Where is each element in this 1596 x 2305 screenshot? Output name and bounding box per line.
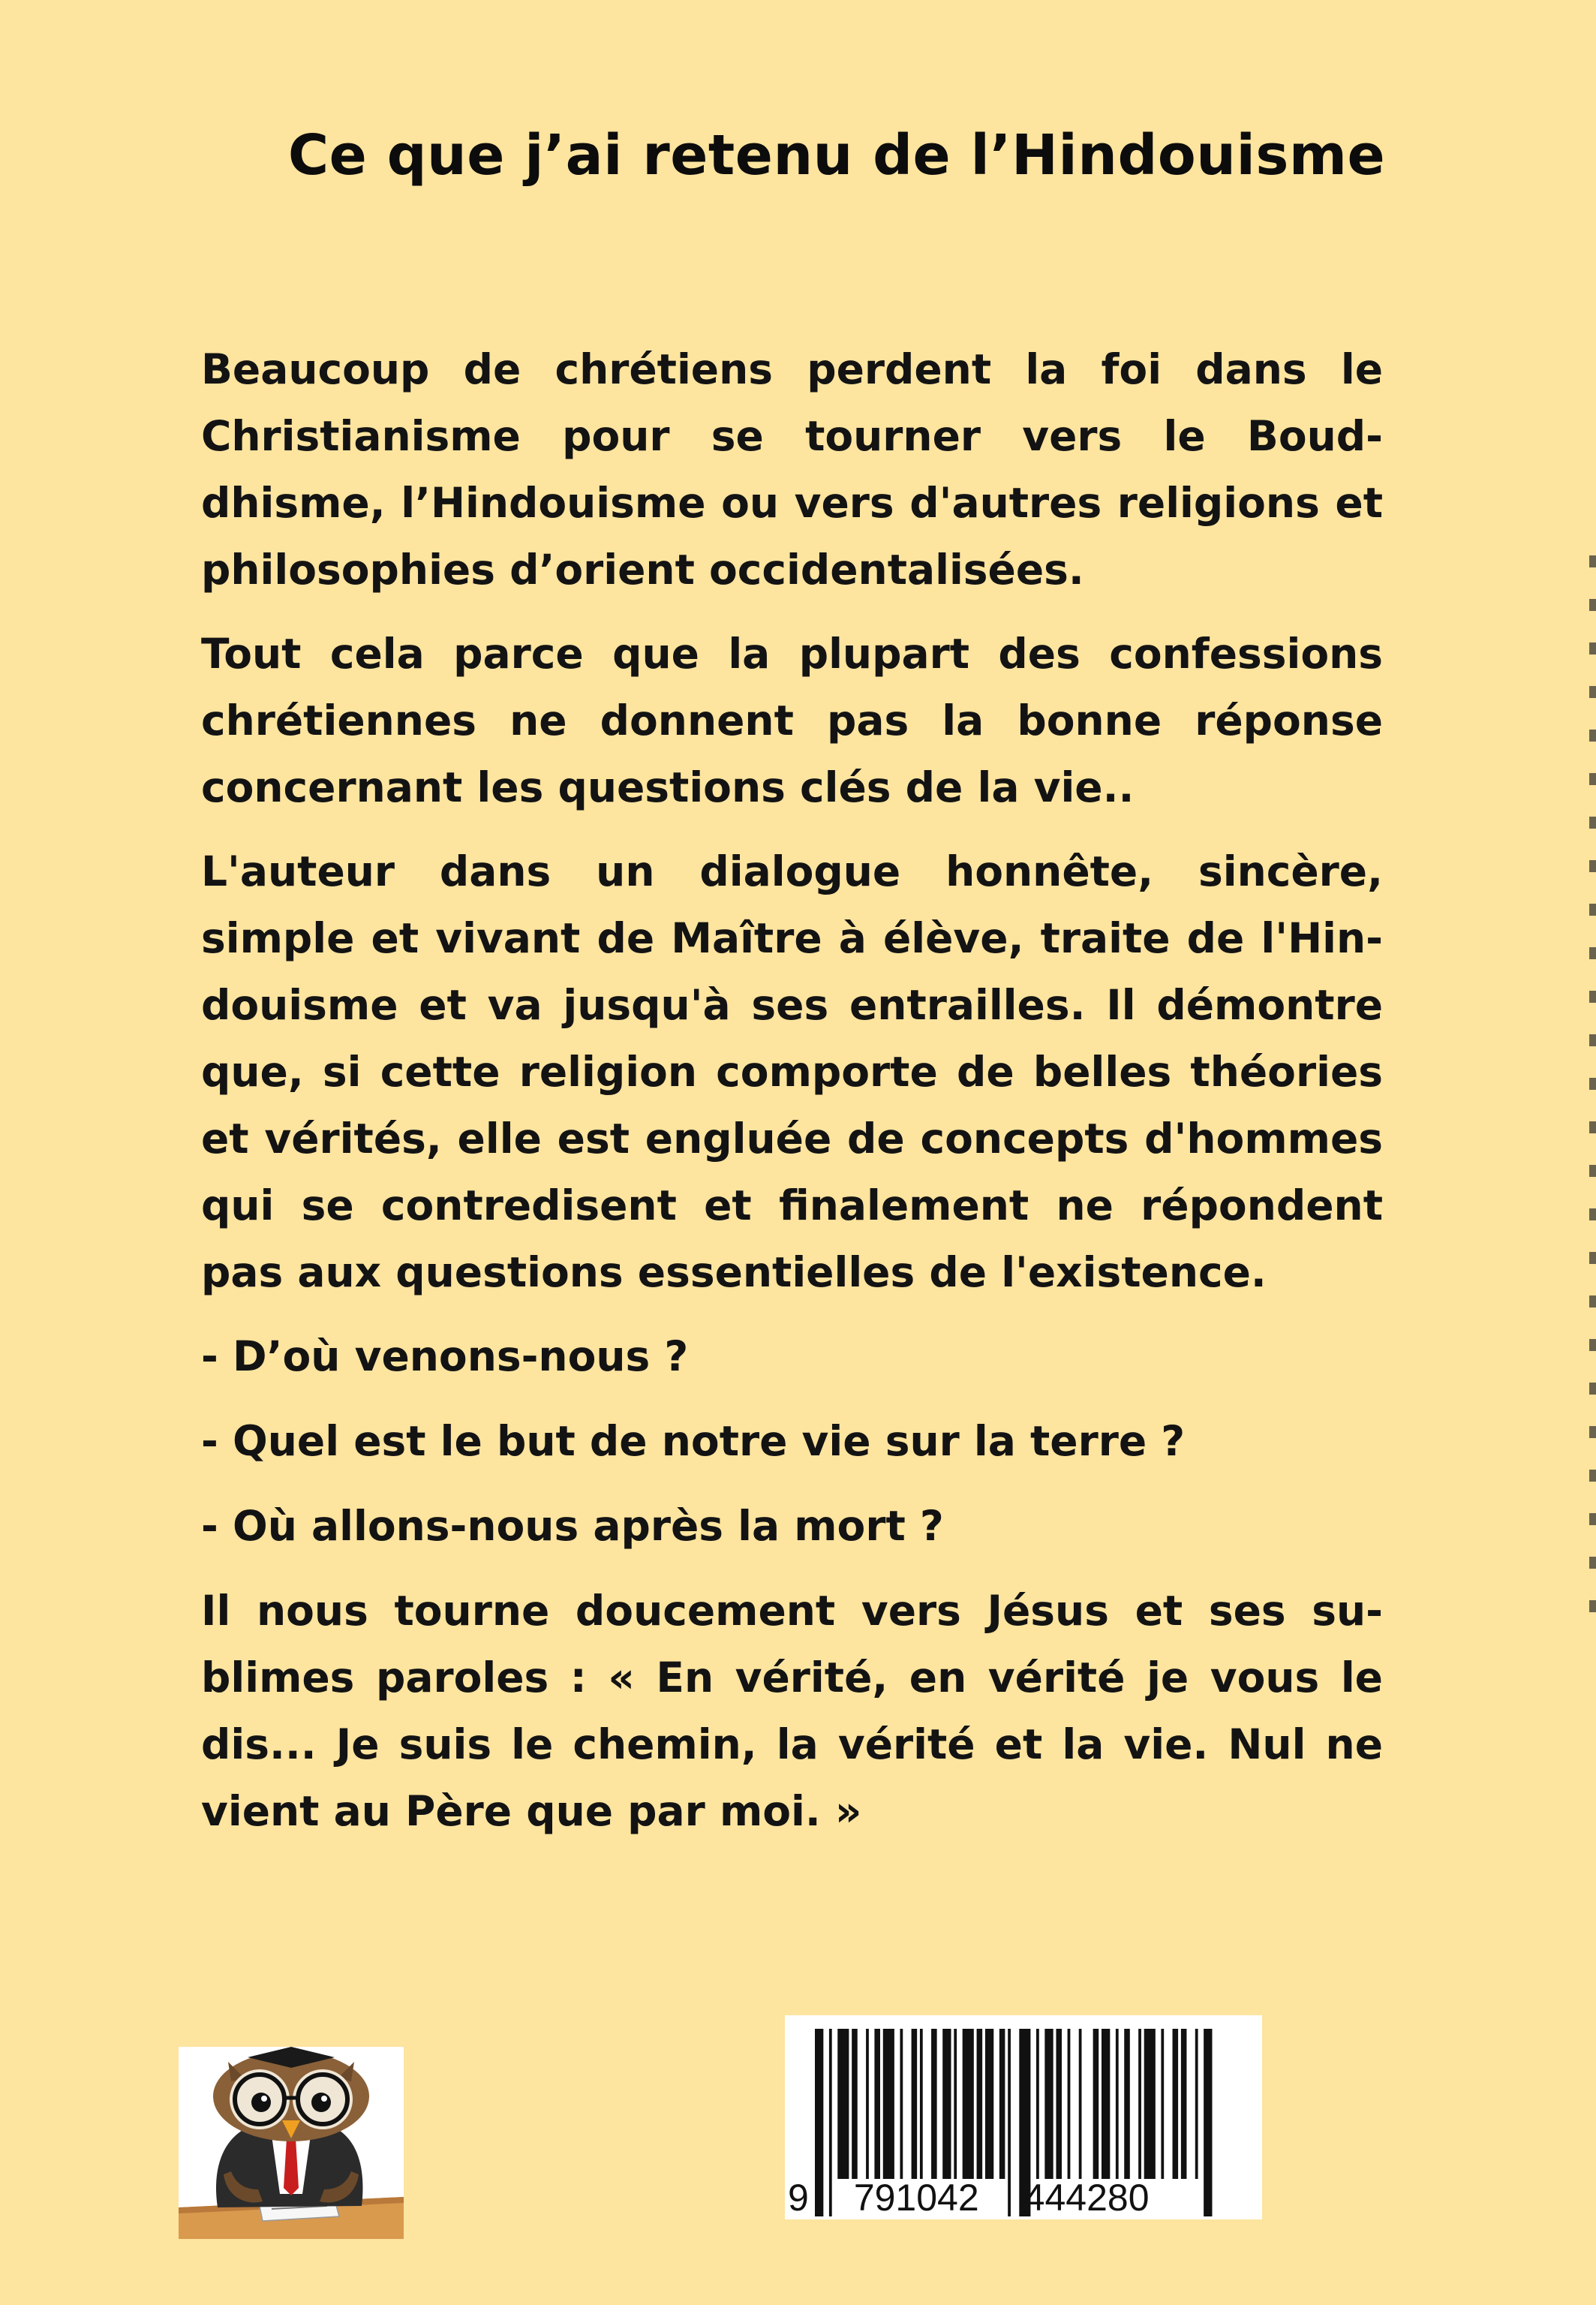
barcode-bar — [837, 2029, 849, 2179]
blurb-paragraph-2: Tout cela parce que la plupart des confessions chrétiennes ne donnent pas la bonne réponse concernant les questions clés de la vie.. — [201, 630, 1383, 811]
barcode-bar — [1068, 2029, 1071, 2179]
barcode-bar — [866, 2029, 869, 2179]
barcode-bar — [852, 2029, 858, 2179]
blurb-closing: Il nous tourne doucement vers Jésus et ses sublimes paroles : « En vérité, en vérité je vous le dis... Je suis le chemin, la vérité et la vie. Nul ne vient au Père que par moi. » — [201, 1587, 1383, 1835]
question-purpose: - Quel est le but de notre vie sur la terre ? — [201, 1417, 1186, 1465]
page-title: Ce que j’ai retenu de l’Hindouisme — [287, 123, 1386, 188]
barcode-bar — [1124, 2029, 1130, 2179]
barcode-bar — [1195, 2029, 1198, 2179]
barcode-bar — [1116, 2029, 1119, 2179]
barcode-bar — [1102, 2029, 1110, 2179]
barcode-bar — [977, 2029, 983, 2179]
barcode-bar — [954, 2029, 957, 2179]
barcode-bar — [942, 2029, 951, 2179]
question-afterlife: - Où allons-nous après la mort ? — [201, 1502, 944, 1550]
barcode-digits-left-group: 791042 — [853, 2177, 979, 2219]
barcode-bar — [1079, 2029, 1082, 2179]
blurb-paragraph-1: Beaucoup de chrétiens perdent la foi dans le Christianisme pour se tourner vers le Bouddhisme, l’Hindouisme ou vers d'autres religions et philosophies d’orient occidentalisées. — [201, 345, 1383, 594]
barcode-bar — [1144, 2029, 1156, 2179]
barcode-bar — [874, 2029, 880, 2179]
barcode-bar — [999, 2029, 1005, 2179]
blurb-paragraph-3: L'auteur dans un dialogue honnête, sincère, simple et vivant de Maître à élève, traite de l'Hindouisme et va jusqu'à ses entrailles. Il démontre que, si cette religion comporte de belles théories et vérités, elle est engluée de concepts d'hommes qui se contredisent et finalement ne répondent pas aux questions essentielles de l'existence. — [201, 847, 1383, 1296]
barcode-digit-prefix: 9 — [788, 2177, 809, 2219]
barcode-digits-right-group: 444280 — [1023, 2177, 1150, 2219]
spine-edge-marks — [1589, 555, 1596, 1621]
barcode-bar — [1093, 2029, 1099, 2179]
barcode-bar — [1056, 2029, 1062, 2179]
barcode-bar — [1138, 2029, 1141, 2179]
barcode-bar — [920, 2029, 923, 2179]
barcode-bar — [900, 2029, 903, 2179]
owl-professor-icon — [179, 2047, 404, 2239]
barcode-bar — [883, 2029, 894, 2179]
barcode-bar — [963, 2029, 974, 2179]
barcode-bar — [1181, 2029, 1187, 2179]
barcode-bar — [985, 2029, 993, 2179]
barcode-bar — [1173, 2029, 1179, 2179]
barcode-bar — [1161, 2029, 1164, 2179]
barcode-bar — [1044, 2029, 1053, 2179]
barcode-bar — [912, 2029, 918, 2179]
barcode-bar — [931, 2029, 937, 2179]
barcode-digits — [788, 2177, 1262, 2219]
question-origin: - D’où venons-nous ? — [201, 1332, 689, 1380]
barcode-bar — [1036, 2029, 1039, 2179]
cover-blurb — [201, 336, 1383, 1862]
